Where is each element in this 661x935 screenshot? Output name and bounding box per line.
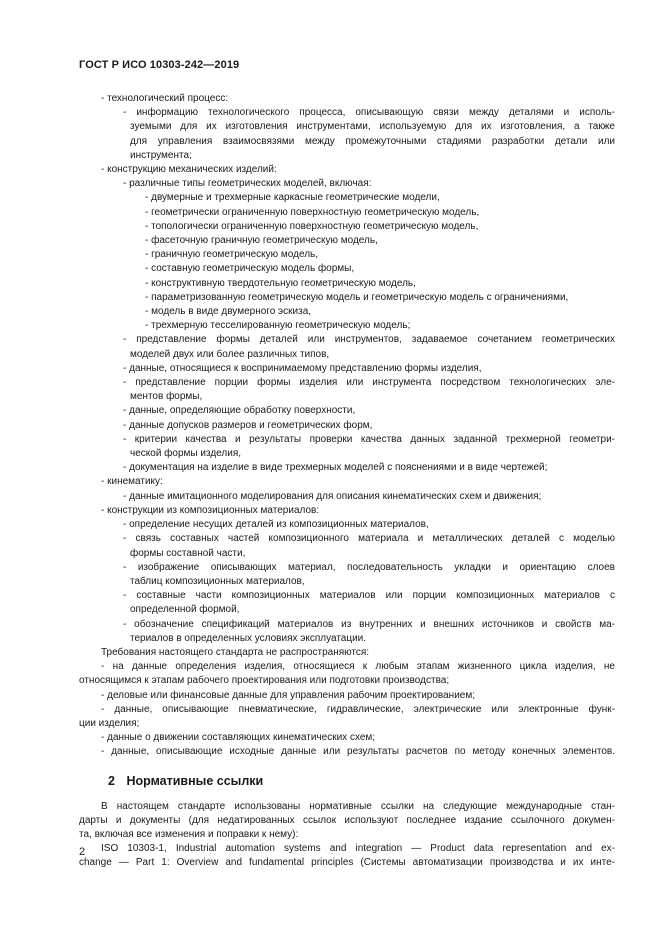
section-heading [108,773,615,789]
text-line: - обозначение спецификаций материалов из внутренних и внешних источников и свойств ма- [123,618,615,630]
document-body [79,92,615,871]
text-line: - фасеточную граничную геометрическую модель, [145,235,378,247]
text-line: В настоящем стандарте использованы нормативные ссылки на следующие международные стан- [101,800,615,812]
text-line: - кинематику: [101,476,163,488]
text-line: - изображение описывающих материал, последовательность укладки и ориентацию слоев [123,561,615,573]
text-line: - связь составных частей композиционного материала и металлических деталей с моделью [123,533,615,545]
text-line: - конструкции из композиционных материалов: [101,504,320,516]
text-line: - конструктивную твердотельную геометрическую модель, [145,277,416,289]
text-line: - конструкцию механических изделий: [101,164,277,176]
text-line: инструмента; [130,149,192,161]
text-line: - данные, определяющие обработку поверхности, [123,405,356,417]
text-line: териалов в определенных условиях эксплуатации. [130,632,367,644]
text-line: зуемыми для их изготовления инструментами, используемую для их изготовления, а также [130,121,615,133]
text-line: моделей двух или более различных типов, [130,348,330,360]
normative-references-text [79,800,615,871]
text-line: - на данные определения изделия, относящиеся к любым этапам жизненного цикла изделия, не [101,661,615,673]
text-line: ческой формы изделия, [130,448,242,460]
text-line: - данные, относящиеся к воспринимаемому представлению формы изделия, [123,362,482,374]
text-line: та, включая все изменения и поправки к нему): [79,828,299,840]
section-number: 2 [108,773,115,788]
scope-list [79,92,615,760]
text-line: change — Part 1: Overview and fundamental principles (Системы автоматизации производства и их инте- [79,857,615,869]
text-line: - составную геометрическую модель формы, [145,263,355,275]
text-line: - технологический процесс: [101,93,229,104]
text-line: - данные, описывающие пневматические, гидравлические, электрические или электронные функ- [101,703,615,715]
text-line: - определение несущих деталей из композиционных материалов, [123,519,429,531]
page-number: 2 [79,846,86,858]
text-line: Требования настоящего стандарта не распространяются: [101,646,370,658]
text-line: ции изделия; [79,717,140,729]
text-line: - документация на изделие в виде трехмерных моделей с пояснениями и в виде чертежей; [123,462,548,474]
text-line: - различные типы геометрических моделей, включая: [123,178,372,190]
text-line: определенной формой, [130,604,240,616]
section-title: Нормативные ссылки [126,773,264,788]
text-line: дарты и документы (для недатированных ссылок используют последнее издание ссылочного докумен- [79,814,615,826]
text-line: - представление порции формы изделия или инструмента посредством технологических эле- [123,377,615,389]
text-line: - модель в виде двумерного эскиза, [145,306,312,318]
document-header: ГОСТ Р ИСО 10303-242—2019 [79,59,240,71]
text-line: относящимся к этапам рабочего проектирования или подготовки производства; [79,675,450,687]
text-line: ментов формы, [130,391,203,403]
text-line: - данные имитационного моделирования для описания кинематических схем и движения; [123,490,542,502]
text-line: для управления взаимосвязями между промежуточными стадиями разработки детали или [130,135,615,147]
text-line: - составные части композиционных материалов или порции композиционных материалов с [123,590,615,602]
text-line: - геометрически ограниченную поверхностную геометрическую модель, [145,206,480,218]
text-line: - параметризованную геометрическую модель и геометрическую модель с ограничениями, [145,291,569,303]
text-line: - топологически ограниченную поверхностную геометрическую модель, [145,220,479,232]
text-line: - трехмерную тесселированную геометрическую модель; [145,320,411,332]
text-line: - данные допусков размеров и геометрических форм, [123,419,373,431]
text-line: - данные, описывающие исходные данные или результаты расчетов по методу конечных элементов. [101,746,615,758]
text-line: - информацию технологического процесса, описывающую связи между деталями и исполь- [123,107,615,119]
text-line: - двумерные и трехмерные каркасные геометрические модели, [145,192,440,204]
text-line: - данные о движении составляющих кинематических схем; [101,732,376,744]
text-line: - граничную геометрическую модель, [145,249,319,261]
text-line: ISO 10303-1, Industrial automation systems and integration — Product data representation and ex- [101,843,615,855]
text-line: таблиц композиционных материалов, [130,575,305,587]
text-line: - представление формы деталей или инструментов, задаваемое сочетанием геометрических [123,334,615,346]
text-line: - деловые или финансовые данные для управления рабочим проектированием; [101,689,475,701]
text-line: формы составной части, [130,547,246,559]
text-line: - критерии качества и результаты проверки качества данных заданной трехмерной геометри- [123,433,615,445]
